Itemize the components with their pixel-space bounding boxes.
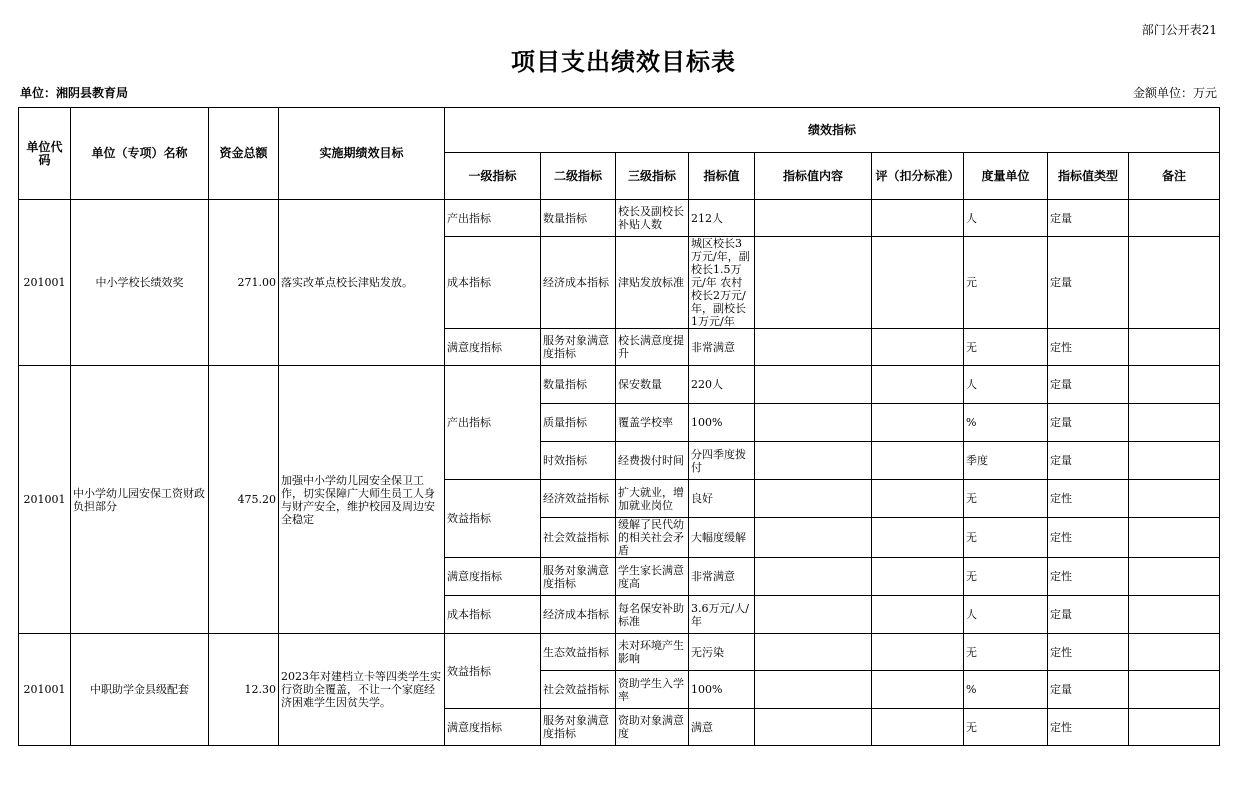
note-cell: [1129, 671, 1220, 709]
note-cell: [1129, 237, 1220, 329]
header-unit-code: 单位代码: [19, 108, 71, 200]
value-cell: 良好: [689, 480, 755, 518]
scoring-cell: [872, 404, 964, 442]
value-cell: 3.6万元/人/年: [689, 596, 755, 634]
table-row: [19, 200, 1220, 237]
value-content-cell: [755, 671, 872, 709]
level2-cell: 社会效益指标: [541, 671, 616, 709]
level1-cell: 成本指标: [445, 237, 541, 329]
level2-cell: 数量指标: [541, 200, 616, 237]
level1-cell: 满意度指标: [445, 329, 541, 366]
level3-cell: 经费拨付时间: [616, 442, 689, 480]
scoring-cell: [872, 480, 964, 518]
header-measure-unit: 度量单位: [964, 153, 1048, 200]
value-content-cell: [755, 634, 872, 671]
page-title: 项目支出绩效目标表: [511, 48, 736, 76]
level2-cell: 经济成本指标: [541, 596, 616, 634]
level3-cell: 覆盖学校率: [616, 404, 689, 442]
value-cell: 100%: [689, 404, 755, 442]
level1-cell: 产出指标: [445, 200, 541, 237]
level2-cell: 生态效益指标: [541, 634, 616, 671]
value-cell: 分四季度拨付: [689, 442, 755, 480]
level3-cell: 校长满意度提升: [616, 329, 689, 366]
value-content-cell: [755, 237, 872, 329]
value-type-cell: 定性: [1048, 709, 1129, 746]
level1-cell: 成本指标: [445, 596, 541, 634]
measure-unit-cell: 无: [964, 558, 1048, 596]
measure-unit-cell: 无: [964, 634, 1048, 671]
header-goal: 实施期绩效目标: [279, 108, 445, 200]
note-cell: [1129, 366, 1220, 404]
value-type-cell: 定量: [1048, 596, 1129, 634]
level1-cell: 满意度指标: [445, 558, 541, 596]
note-cell: [1129, 558, 1220, 596]
value-content-cell: [755, 558, 872, 596]
table-number: 部门公开表21: [1141, 23, 1217, 37]
value-text: 城区校长3万元/年，副校长1.5万元/年 农村校长2万元/年，副校长1万元/年: [691, 237, 750, 328]
measure-unit-cell: 无: [964, 480, 1048, 518]
level2-cell: 经济效益指标: [541, 480, 616, 518]
scoring-cell: [872, 634, 964, 671]
measure-unit-cell: 人: [964, 200, 1048, 237]
note-cell: [1129, 518, 1220, 558]
scoring-cell: [872, 518, 964, 558]
note-cell: [1129, 634, 1220, 671]
value-content-cell: [755, 329, 872, 366]
goal-cell: 2023年对建档立卡等四类学生实行资助全覆盖，不让一个家庭经济困难学生因贫失学。: [279, 634, 445, 746]
level2-cell: 服务对象满意度指标: [541, 558, 616, 596]
header-unit-name: 单位（专项）名称: [71, 108, 209, 200]
unit-code-cell: 201001: [19, 366, 71, 634]
level3-cell: 扩大就业，增加就业岗位: [616, 480, 689, 518]
value-type-cell: 定量: [1048, 442, 1129, 480]
level3-cell: 学生家长满意度高: [616, 558, 689, 596]
level2-cell: 服务对象满意度指标: [541, 329, 616, 366]
value-cell: 212人: [689, 200, 755, 237]
measure-unit-cell: 无: [964, 709, 1048, 746]
value-content-cell: [755, 709, 872, 746]
scoring-cell: [872, 366, 964, 404]
value-cell: 100%: [689, 671, 755, 709]
measure-unit-cell: 无: [964, 518, 1048, 558]
amount-cell: 271.00: [209, 200, 279, 366]
value-type-cell: 定量: [1048, 671, 1129, 709]
measure-unit-cell: 人: [964, 596, 1048, 634]
note-cell: [1129, 200, 1220, 237]
unit-name-cell: 中职助学金县级配套: [71, 634, 209, 746]
value-type-cell: 定量: [1048, 366, 1129, 404]
value-cell: 大幅度缓解: [689, 518, 755, 558]
value-content-cell: [755, 366, 872, 404]
measure-unit-cell: 元: [964, 237, 1048, 329]
header-level2: 二级指标: [541, 153, 616, 200]
measure-unit-cell: 季度: [964, 442, 1048, 480]
header-indicators: 绩效指标: [445, 108, 1220, 153]
unit-name-cell: 中小学校长绩效奖: [71, 200, 209, 366]
goal-cell: 落实改革点校长津贴发放。: [279, 200, 445, 366]
value-cell: 220人: [689, 366, 755, 404]
level3-cell: 津贴发放标准: [616, 237, 689, 329]
value-cell: 非常满意: [689, 329, 755, 366]
note-cell: [1129, 480, 1220, 518]
value-type-cell: 定性: [1048, 329, 1129, 366]
value-type-cell: 定性: [1048, 518, 1129, 558]
scoring-cell: [872, 442, 964, 480]
level3-cell: 未对环境产生影响: [616, 634, 689, 671]
level1-cell: 效益指标: [445, 480, 541, 558]
header-value-content: 指标值内容: [755, 153, 872, 200]
value-cell: [689, 237, 755, 329]
level2-cell: 质量指标: [541, 404, 616, 442]
measure-unit-cell: %: [964, 404, 1048, 442]
value-content-cell: [755, 596, 872, 634]
scoring-cell: [872, 709, 964, 746]
level1-cell: 满意度指标: [445, 709, 541, 746]
value-type-cell: 定性: [1048, 480, 1129, 518]
value-content-cell: [755, 404, 872, 442]
level3-cell: 保安数量: [616, 366, 689, 404]
level3-cell: 每名保安补助标准: [616, 596, 689, 634]
level3-cell: 缓解了民代幼的相关社会矛盾: [616, 518, 689, 558]
level2-cell: 社会效益指标: [541, 518, 616, 558]
level2-cell: 服务对象满意度指标: [541, 709, 616, 746]
header-value-type: 指标值类型: [1048, 153, 1129, 200]
amount-cell: 475.20: [209, 366, 279, 634]
note-cell: [1129, 709, 1220, 746]
measure-unit-cell: 无: [964, 329, 1048, 366]
unit-label: 单位：湘阴县教育局: [20, 86, 129, 100]
value-type-cell: 定性: [1048, 634, 1129, 671]
scoring-cell: [872, 671, 964, 709]
unit-name-cell: 中小学幼儿园安保工资财政负担部分: [71, 366, 209, 634]
header-scoring: 评（扣分标准）: [872, 153, 964, 200]
value-cell: 非常满意: [689, 558, 755, 596]
note-cell: [1129, 404, 1220, 442]
header-level3: 三级指标: [616, 153, 689, 200]
value-content-cell: [755, 200, 872, 237]
scoring-cell: [872, 200, 964, 237]
value-type-cell: 定量: [1048, 200, 1129, 237]
measure-unit-cell: %: [964, 671, 1048, 709]
note-cell: [1129, 442, 1220, 480]
performance-table: [18, 107, 1220, 746]
value-content-cell: [755, 480, 872, 518]
header-level1: 一级指标: [445, 153, 541, 200]
measure-unit-cell: 人: [964, 366, 1048, 404]
header-total-funds: 资金总额: [209, 108, 279, 200]
note-cell: [1129, 329, 1220, 366]
money-unit-label: 金额单位：万元: [1132, 86, 1217, 100]
value-content-cell: [755, 518, 872, 558]
scoring-cell: [872, 237, 964, 329]
value-content-cell: [755, 442, 872, 480]
amount-cell: 12.30: [209, 634, 279, 746]
value-type-cell: 定量: [1048, 237, 1129, 329]
scoring-cell: [872, 596, 964, 634]
level2-cell: 经济成本指标: [541, 237, 616, 329]
level2-cell: 数量指标: [541, 366, 616, 404]
header-note: 备注: [1129, 153, 1220, 200]
table-row: [19, 634, 1220, 671]
value-cell: 满意: [689, 709, 755, 746]
note-cell: [1129, 596, 1220, 634]
value-cell: 无污染: [689, 634, 755, 671]
level1-cell: 效益指标: [445, 634, 541, 709]
scoring-cell: [872, 329, 964, 366]
scoring-cell: [872, 558, 964, 596]
value-type-cell: 定量: [1048, 404, 1129, 442]
level3-cell: 校长及副校长补贴人数: [616, 200, 689, 237]
level3-cell: 资助对象满意度: [616, 709, 689, 746]
level3-cell: 资助学生入学率: [616, 671, 689, 709]
unit-code-cell: 201001: [19, 200, 71, 366]
value-type-cell: 定性: [1048, 558, 1129, 596]
unit-code-cell: 201001: [19, 634, 71, 746]
header-value: 指标值: [689, 153, 755, 200]
table-row: [19, 366, 1220, 404]
goal-cell: 加强中小学幼儿园安全保卫工作，切实保障广大师生员工人身与财产安全，维护校园及周边安全稳定: [279, 366, 445, 634]
level1-cell: 产出指标: [445, 366, 541, 480]
level2-cell: 时效指标: [541, 442, 616, 480]
